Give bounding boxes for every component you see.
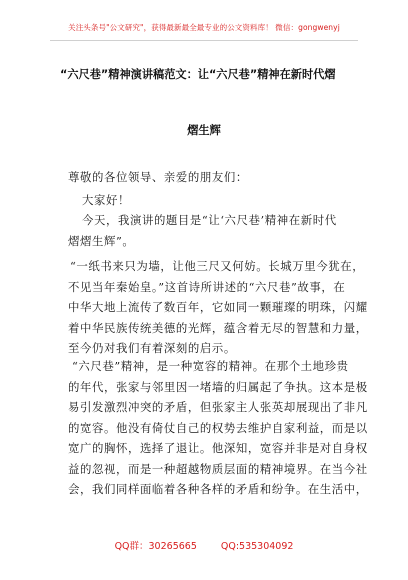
text-line: 今天，我演讲的题目是“让‘六尺巷’精神在新时代: [82, 213, 337, 227]
text-line: 不见当年秦始皇。”这首诗所讲述的“六尺巷”故事，在: [68, 279, 346, 294]
text-line: 易引发激烈冲突的矛盾，但张家主人张英却展现出了非凡: [68, 400, 368, 414]
text-line: 宽广的胸怀，选择了退让。他深知，宽容并非是对自身权: [68, 441, 368, 455]
paragraph-salutation: [68, 167, 350, 188]
paragraph-poem: [68, 256, 368, 359]
document-title-line-1: “六尺巷”精神演讲稿范文：让“六尺巷”精神在新时代熠: [60, 68, 336, 81]
footer-qq-number: QQ:535304092: [220, 541, 294, 552]
header-banner: 关注头条号"公文研究"，获得最新最全最专业的公文资料库！ 微信：gongwenyj: [68, 23, 340, 32]
text-line: 尊敬的各位领导、亲爱的朋友们：: [68, 170, 248, 184]
text-line: 会，我们同样面临着各种各样的矛盾和纷争。在生活中，: [68, 482, 368, 496]
text-line: 至今仍对我们有着深刻的启示。: [68, 341, 236, 355]
paragraph-tolerance: [68, 356, 368, 500]
text-line: 益的忽视，而是一种超越物质层面的精神境界。在当今社: [68, 461, 368, 476]
paragraph-topic: [68, 210, 350, 251]
text-line: 着中华民族传统美德的光辉，蕴含着无尽的智慧和力量，: [68, 320, 368, 335]
text-line: 中华大地上流传了数百年，它如同一颗璀璨的明珠，闪耀: [68, 300, 368, 314]
paragraph-greeting: [82, 190, 364, 211]
text-line: 的宽容。他没有倚仗自己的权势去维护自家利益，而是以: [68, 420, 368, 435]
text-line: 大家好！: [82, 193, 130, 207]
text-line: “六尺巷”精神，是一种宽容的精神。在那个土地珍贵: [72, 359, 349, 373]
document-title-line-2: 熠生辉: [187, 124, 221, 137]
text-line: “一纸书来只为墙，让他三尺又何妨。长城万里今犹在，: [70, 259, 365, 273]
footer-contact: [0, 538, 408, 552]
footer-qq-group: QQ群：30265665: [114, 541, 197, 552]
text-line: 熠熠生辉”。: [68, 233, 135, 248]
text-line: 的年代，张家与邻里因一堵墙的归属起了争执。这本是极: [68, 379, 368, 394]
header-divider: [50, 40, 358, 41]
